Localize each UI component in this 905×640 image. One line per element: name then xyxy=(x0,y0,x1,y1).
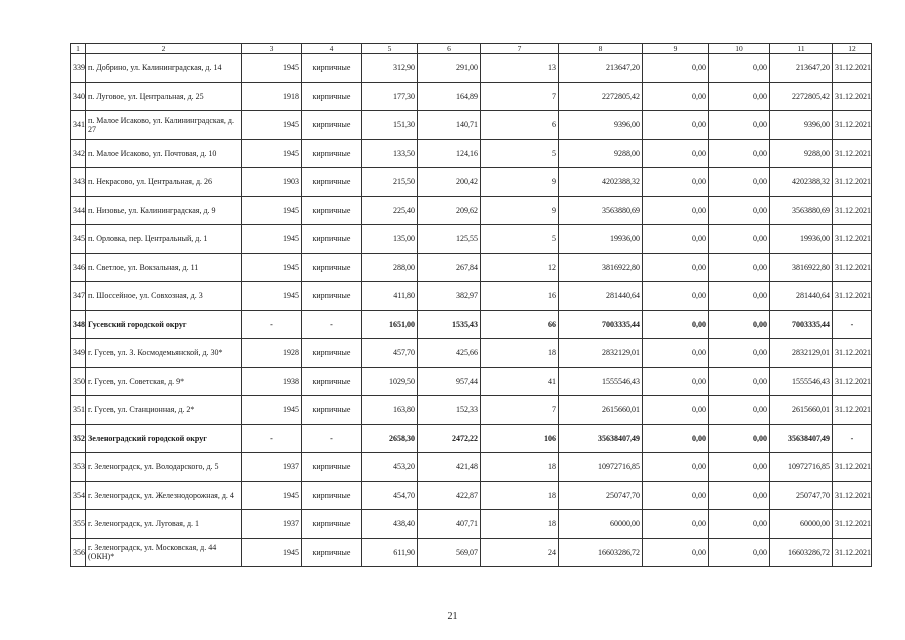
cost-budget-cell: 0,00 xyxy=(709,367,770,396)
table-row xyxy=(71,196,872,225)
page-number: 21 xyxy=(447,611,458,622)
column-number-8: 8 xyxy=(559,44,643,54)
cost-budget-cell: 0,00 xyxy=(709,54,770,83)
residents-cell: 41 xyxy=(481,367,559,396)
cost-fund-cell: 0,00 xyxy=(643,54,709,83)
column-number-7: 7 xyxy=(481,44,559,54)
deadline-cell: - xyxy=(833,310,872,339)
residents-cell: 18 xyxy=(481,339,559,368)
cost-other-cell: 2615660,01 xyxy=(770,396,833,425)
area-total-cell: 151,30 xyxy=(362,111,418,140)
residents-cell: 9 xyxy=(481,196,559,225)
table-row xyxy=(71,538,872,567)
table-row xyxy=(71,253,872,282)
cost-fund-cell: 0,00 xyxy=(643,168,709,197)
area-living-cell: 200,42 xyxy=(418,168,481,197)
cost-other-cell: 19936,00 xyxy=(770,225,833,254)
year-cell: 1938 xyxy=(242,367,302,396)
deadline-cell: 31.12.2021 xyxy=(833,82,872,111)
row-number-cell: 354 xyxy=(71,481,86,510)
year-cell: 1945 xyxy=(242,111,302,140)
year-cell: 1918 xyxy=(242,82,302,111)
address-cell: п. Шоссейное, ул. Совхозная, д. 3 xyxy=(86,282,242,311)
wall-material-cell: кирпичные xyxy=(302,453,362,482)
deadline-cell: 31.12.2021 xyxy=(833,54,872,83)
cost-total-cell: 3563880,69 xyxy=(559,196,643,225)
cost-other-cell: 9396,00 xyxy=(770,111,833,140)
cost-other-cell: 16603286,72 xyxy=(770,538,833,567)
table-row xyxy=(71,396,872,425)
year-cell: 1928 xyxy=(242,339,302,368)
area-living-cell: 382,97 xyxy=(418,282,481,311)
cost-budget-cell: 0,00 xyxy=(709,339,770,368)
column-number-12: 12 xyxy=(833,44,872,54)
cost-total-cell: 35638407,49 xyxy=(559,424,643,453)
deadline-cell: 31.12.2021 xyxy=(833,282,872,311)
area-living-cell: 140,71 xyxy=(418,111,481,140)
deadline-cell: 31.12.2021 xyxy=(833,481,872,510)
deadline-cell: 31.12.2021 xyxy=(833,253,872,282)
cost-total-cell: 9288,00 xyxy=(559,139,643,168)
wall-material-cell: - xyxy=(302,424,362,453)
table-row xyxy=(71,225,872,254)
subtotal-row xyxy=(71,310,872,339)
cost-budget-cell: 0,00 xyxy=(709,453,770,482)
deadline-cell: - xyxy=(833,424,872,453)
area-total-cell: 133,50 xyxy=(362,139,418,168)
residents-cell: 7 xyxy=(481,82,559,111)
cost-budget-cell: 0,00 xyxy=(709,82,770,111)
area-living-cell: 569,07 xyxy=(418,538,481,567)
cost-other-cell: 9288,00 xyxy=(770,139,833,168)
area-living-cell: 209,62 xyxy=(418,196,481,225)
wall-material-cell: кирпичные xyxy=(302,196,362,225)
deadline-cell: 31.12.2021 xyxy=(833,453,872,482)
cost-other-cell: 7003335,44 xyxy=(770,310,833,339)
cost-budget-cell: 0,00 xyxy=(709,139,770,168)
row-number-cell: 355 xyxy=(71,510,86,539)
area-total-cell: 411,80 xyxy=(362,282,418,311)
year-cell: 1945 xyxy=(242,54,302,83)
deadline-cell: 31.12.2021 xyxy=(833,538,872,567)
cost-budget-cell: 0,00 xyxy=(709,196,770,225)
cost-fund-cell: 0,00 xyxy=(643,510,709,539)
cost-fund-cell: 0,00 xyxy=(643,82,709,111)
cost-fund-cell: 0,00 xyxy=(643,196,709,225)
cost-fund-cell: 0,00 xyxy=(643,396,709,425)
deadline-cell: 31.12.2021 xyxy=(833,367,872,396)
year-cell: - xyxy=(242,310,302,339)
cost-budget-cell: 0,00 xyxy=(709,538,770,567)
residents-cell: 24 xyxy=(481,538,559,567)
cost-fund-cell: 0,00 xyxy=(643,538,709,567)
cost-total-cell: 7003335,44 xyxy=(559,310,643,339)
cost-budget-cell: 0,00 xyxy=(709,510,770,539)
wall-material-cell: кирпичные xyxy=(302,139,362,168)
address-cell: п. Малое Исаково, ул. Почтовая, д. 10 xyxy=(86,139,242,168)
cost-other-cell: 213647,20 xyxy=(770,54,833,83)
cost-budget-cell: 0,00 xyxy=(709,253,770,282)
year-cell: 1937 xyxy=(242,510,302,539)
residents-cell: 6 xyxy=(481,111,559,140)
cost-budget-cell: 0,00 xyxy=(709,168,770,197)
address-cell: п. Некрасово, ул. Центральная, д. 26 xyxy=(86,168,242,197)
area-living-cell: 125,55 xyxy=(418,225,481,254)
cost-fund-cell: 0,00 xyxy=(643,453,709,482)
year-cell: 1945 xyxy=(242,481,302,510)
residents-cell: 9 xyxy=(481,168,559,197)
row-number-cell: 356 xyxy=(71,538,86,567)
area-total-cell: 177,30 xyxy=(362,82,418,111)
area-total-cell: 453,20 xyxy=(362,453,418,482)
row-number-cell: 344 xyxy=(71,196,86,225)
cost-fund-cell: 0,00 xyxy=(643,253,709,282)
table-row xyxy=(71,453,872,482)
address-cell: г. Зеленоградск, ул. Володарского, д. 5 xyxy=(86,453,242,482)
wall-material-cell: - xyxy=(302,310,362,339)
cost-fund-cell: 0,00 xyxy=(643,424,709,453)
residents-cell: 16 xyxy=(481,282,559,311)
area-living-cell: 164,89 xyxy=(418,82,481,111)
residents-cell: 18 xyxy=(481,510,559,539)
wall-material-cell: кирпичные xyxy=(302,339,362,368)
cost-total-cell: 9396,00 xyxy=(559,111,643,140)
cost-total-cell: 4202388,32 xyxy=(559,168,643,197)
row-number-cell: 349 xyxy=(71,339,86,368)
cost-other-cell: 3816922,80 xyxy=(770,253,833,282)
column-number-4: 4 xyxy=(302,44,362,54)
year-cell: 1937 xyxy=(242,453,302,482)
table-row xyxy=(71,339,872,368)
cost-budget-cell: 0,00 xyxy=(709,424,770,453)
deadline-cell: 31.12.2021 xyxy=(833,168,872,197)
area-total-cell: 611,90 xyxy=(362,538,418,567)
deadline-cell: 31.12.2021 xyxy=(833,396,872,425)
cost-budget-cell: 0,00 xyxy=(709,310,770,339)
cost-total-cell: 16603286,72 xyxy=(559,538,643,567)
address-cell: г. Зеленоградск, ул. Московская, д. 44 (ОКН)* xyxy=(86,538,242,567)
column-number-2: 2 xyxy=(86,44,242,54)
address-cell: п. Добрино, ул. Калининградская, д. 14 xyxy=(86,54,242,83)
wall-material-cell: кирпичные xyxy=(302,54,362,83)
residents-cell: 18 xyxy=(481,481,559,510)
column-number-6: 6 xyxy=(418,44,481,54)
residents-cell: 106 xyxy=(481,424,559,453)
wall-material-cell: кирпичные xyxy=(302,538,362,567)
year-cell: 1945 xyxy=(242,139,302,168)
cost-fund-cell: 0,00 xyxy=(643,282,709,311)
area-living-cell: 2472,22 xyxy=(418,424,481,453)
address-cell: г. Зеленоградск, ул. Луговая, д. 1 xyxy=(86,510,242,539)
cost-other-cell: 4202388,32 xyxy=(770,168,833,197)
cost-fund-cell: 0,00 xyxy=(643,339,709,368)
row-number-cell: 340 xyxy=(71,82,86,111)
column-number-1: 1 xyxy=(71,44,86,54)
row-number-cell: 351 xyxy=(71,396,86,425)
cost-budget-cell: 0,00 xyxy=(709,282,770,311)
wall-material-cell: кирпичные xyxy=(302,481,362,510)
cost-total-cell: 2832129,01 xyxy=(559,339,643,368)
cost-budget-cell: 0,00 xyxy=(709,396,770,425)
area-living-cell: 152,33 xyxy=(418,396,481,425)
row-number-cell: 341 xyxy=(71,111,86,140)
column-number-9: 9 xyxy=(643,44,709,54)
wall-material-cell: кирпичные xyxy=(302,168,362,197)
cost-fund-cell: 0,00 xyxy=(643,139,709,168)
area-living-cell: 291,00 xyxy=(418,54,481,83)
table-row xyxy=(71,54,872,83)
address-cell: п. Малое Исаково, ул. Калининградская, д. 27 xyxy=(86,111,242,140)
cost-other-cell: 35638407,49 xyxy=(770,424,833,453)
address-cell: п. Луговое, ул. Центральная, д. 25 xyxy=(86,82,242,111)
wall-material-cell: кирпичные xyxy=(302,111,362,140)
address-cell: г. Зеленоградск, ул. Железнодорожная, д. 4 xyxy=(86,481,242,510)
cost-total-cell: 60000,00 xyxy=(559,510,643,539)
cost-total-cell: 250747,70 xyxy=(559,481,643,510)
wall-material-cell: кирпичные xyxy=(302,282,362,311)
cost-other-cell: 10972716,85 xyxy=(770,453,833,482)
area-living-cell: 407,71 xyxy=(418,510,481,539)
cost-other-cell: 3563880,69 xyxy=(770,196,833,225)
year-cell: 1945 xyxy=(242,225,302,254)
area-total-cell: 215,50 xyxy=(362,168,418,197)
year-cell: 1945 xyxy=(242,538,302,567)
row-number-cell: 339 xyxy=(71,54,86,83)
wall-material-cell: кирпичные xyxy=(302,367,362,396)
row-number-cell: 343 xyxy=(71,168,86,197)
column-number-11: 11 xyxy=(770,44,833,54)
cost-budget-cell: 0,00 xyxy=(709,111,770,140)
year-cell: 1945 xyxy=(242,396,302,425)
area-total-cell: 2658,30 xyxy=(362,424,418,453)
area-total-cell: 1651,00 xyxy=(362,310,418,339)
area-total-cell: 457,70 xyxy=(362,339,418,368)
wall-material-cell: кирпичные xyxy=(302,253,362,282)
row-number-cell: 346 xyxy=(71,253,86,282)
cost-total-cell: 281440,64 xyxy=(559,282,643,311)
cost-other-cell: 2832129,01 xyxy=(770,339,833,368)
area-living-cell: 425,66 xyxy=(418,339,481,368)
wall-material-cell: кирпичные xyxy=(302,396,362,425)
area-living-cell: 1535,43 xyxy=(418,310,481,339)
area-total-cell: 225,40 xyxy=(362,196,418,225)
year-cell: 1945 xyxy=(242,253,302,282)
row-number-cell: 352 xyxy=(71,424,86,453)
cost-fund-cell: 0,00 xyxy=(643,367,709,396)
area-living-cell: 124,16 xyxy=(418,139,481,168)
column-number-3: 3 xyxy=(242,44,302,54)
year-cell: - xyxy=(242,424,302,453)
cost-fund-cell: 0,00 xyxy=(643,310,709,339)
residents-cell: 66 xyxy=(481,310,559,339)
table-row xyxy=(71,82,872,111)
cost-total-cell: 3816922,80 xyxy=(559,253,643,282)
cost-other-cell: 1555546,43 xyxy=(770,367,833,396)
cost-budget-cell: 0,00 xyxy=(709,481,770,510)
address-cell: п. Светлое, ул. Вокзальная, д. 11 xyxy=(86,253,242,282)
cost-other-cell: 250747,70 xyxy=(770,481,833,510)
cost-total-cell: 10972716,85 xyxy=(559,453,643,482)
row-number-cell: 347 xyxy=(71,282,86,311)
cost-other-cell: 60000,00 xyxy=(770,510,833,539)
row-number-cell: 353 xyxy=(71,453,86,482)
deadline-cell: 31.12.2021 xyxy=(833,225,872,254)
address-cell: Гусевский городской округ xyxy=(86,310,242,339)
cost-total-cell: 2272805,42 xyxy=(559,82,643,111)
row-number-cell: 345 xyxy=(71,225,86,254)
housing-table xyxy=(70,43,872,567)
row-number-cell: 342 xyxy=(71,139,86,168)
area-living-cell: 422,87 xyxy=(418,481,481,510)
deadline-cell: 31.12.2021 xyxy=(833,111,872,140)
table-row xyxy=(71,510,872,539)
cost-total-cell: 1555546,43 xyxy=(559,367,643,396)
year-cell: 1945 xyxy=(242,196,302,225)
year-cell: 1945 xyxy=(242,282,302,311)
subtotal-row xyxy=(71,424,872,453)
address-cell: г. Гусев, ул. З. Космодемьянской, д. 30* xyxy=(86,339,242,368)
cost-total-cell: 19936,00 xyxy=(559,225,643,254)
address-cell: п. Орловка, пер. Центральный, д. 1 xyxy=(86,225,242,254)
cost-total-cell: 213647,20 xyxy=(559,54,643,83)
area-living-cell: 957,44 xyxy=(418,367,481,396)
residents-cell: 5 xyxy=(481,225,559,254)
wall-material-cell: кирпичные xyxy=(302,510,362,539)
deadline-cell: 31.12.2021 xyxy=(833,139,872,168)
deadline-cell: 31.12.2021 xyxy=(833,196,872,225)
area-total-cell: 312,90 xyxy=(362,54,418,83)
row-number-cell: 348 xyxy=(71,310,86,339)
cost-other-cell: 281440,64 xyxy=(770,282,833,311)
cost-other-cell: 2272805,42 xyxy=(770,82,833,111)
table-row xyxy=(71,139,872,168)
address-cell: п. Низовье, ул. Калининградская, д. 9 xyxy=(86,196,242,225)
cost-budget-cell: 0,00 xyxy=(709,225,770,254)
residents-cell: 13 xyxy=(481,54,559,83)
address-cell: г. Гусев, ул. Советская, д. 9* xyxy=(86,367,242,396)
residents-cell: 12 xyxy=(481,253,559,282)
row-number-cell: 350 xyxy=(71,367,86,396)
column-number-10: 10 xyxy=(709,44,770,54)
column-numbers-row xyxy=(71,44,872,54)
wall-material-cell: кирпичные xyxy=(302,225,362,254)
residents-cell: 5 xyxy=(481,139,559,168)
table-row xyxy=(71,481,872,510)
table-row xyxy=(71,168,872,197)
deadline-cell: 31.12.2021 xyxy=(833,510,872,539)
table-row xyxy=(71,367,872,396)
area-living-cell: 267,84 xyxy=(418,253,481,282)
area-total-cell: 163,80 xyxy=(362,396,418,425)
cost-total-cell: 2615660,01 xyxy=(559,396,643,425)
wall-material-cell: кирпичные xyxy=(302,82,362,111)
residents-cell: 7 xyxy=(481,396,559,425)
area-total-cell: 438,40 xyxy=(362,510,418,539)
area-total-cell: 454,70 xyxy=(362,481,418,510)
area-living-cell: 421,48 xyxy=(418,453,481,482)
area-total-cell: 288,00 xyxy=(362,253,418,282)
area-total-cell: 1029,50 xyxy=(362,367,418,396)
column-number-5: 5 xyxy=(362,44,418,54)
residents-cell: 18 xyxy=(481,453,559,482)
year-cell: 1903 xyxy=(242,168,302,197)
area-total-cell: 135,00 xyxy=(362,225,418,254)
deadline-cell: 31.12.2021 xyxy=(833,339,872,368)
address-cell: Зеленоградский городской округ xyxy=(86,424,242,453)
cost-fund-cell: 0,00 xyxy=(643,481,709,510)
table-body xyxy=(71,44,872,567)
table-row xyxy=(71,111,872,140)
table-row xyxy=(71,282,872,311)
cost-fund-cell: 0,00 xyxy=(643,111,709,140)
address-cell: г. Гусев, ул. Станционная, д. 2* xyxy=(86,396,242,425)
cost-fund-cell: 0,00 xyxy=(643,225,709,254)
